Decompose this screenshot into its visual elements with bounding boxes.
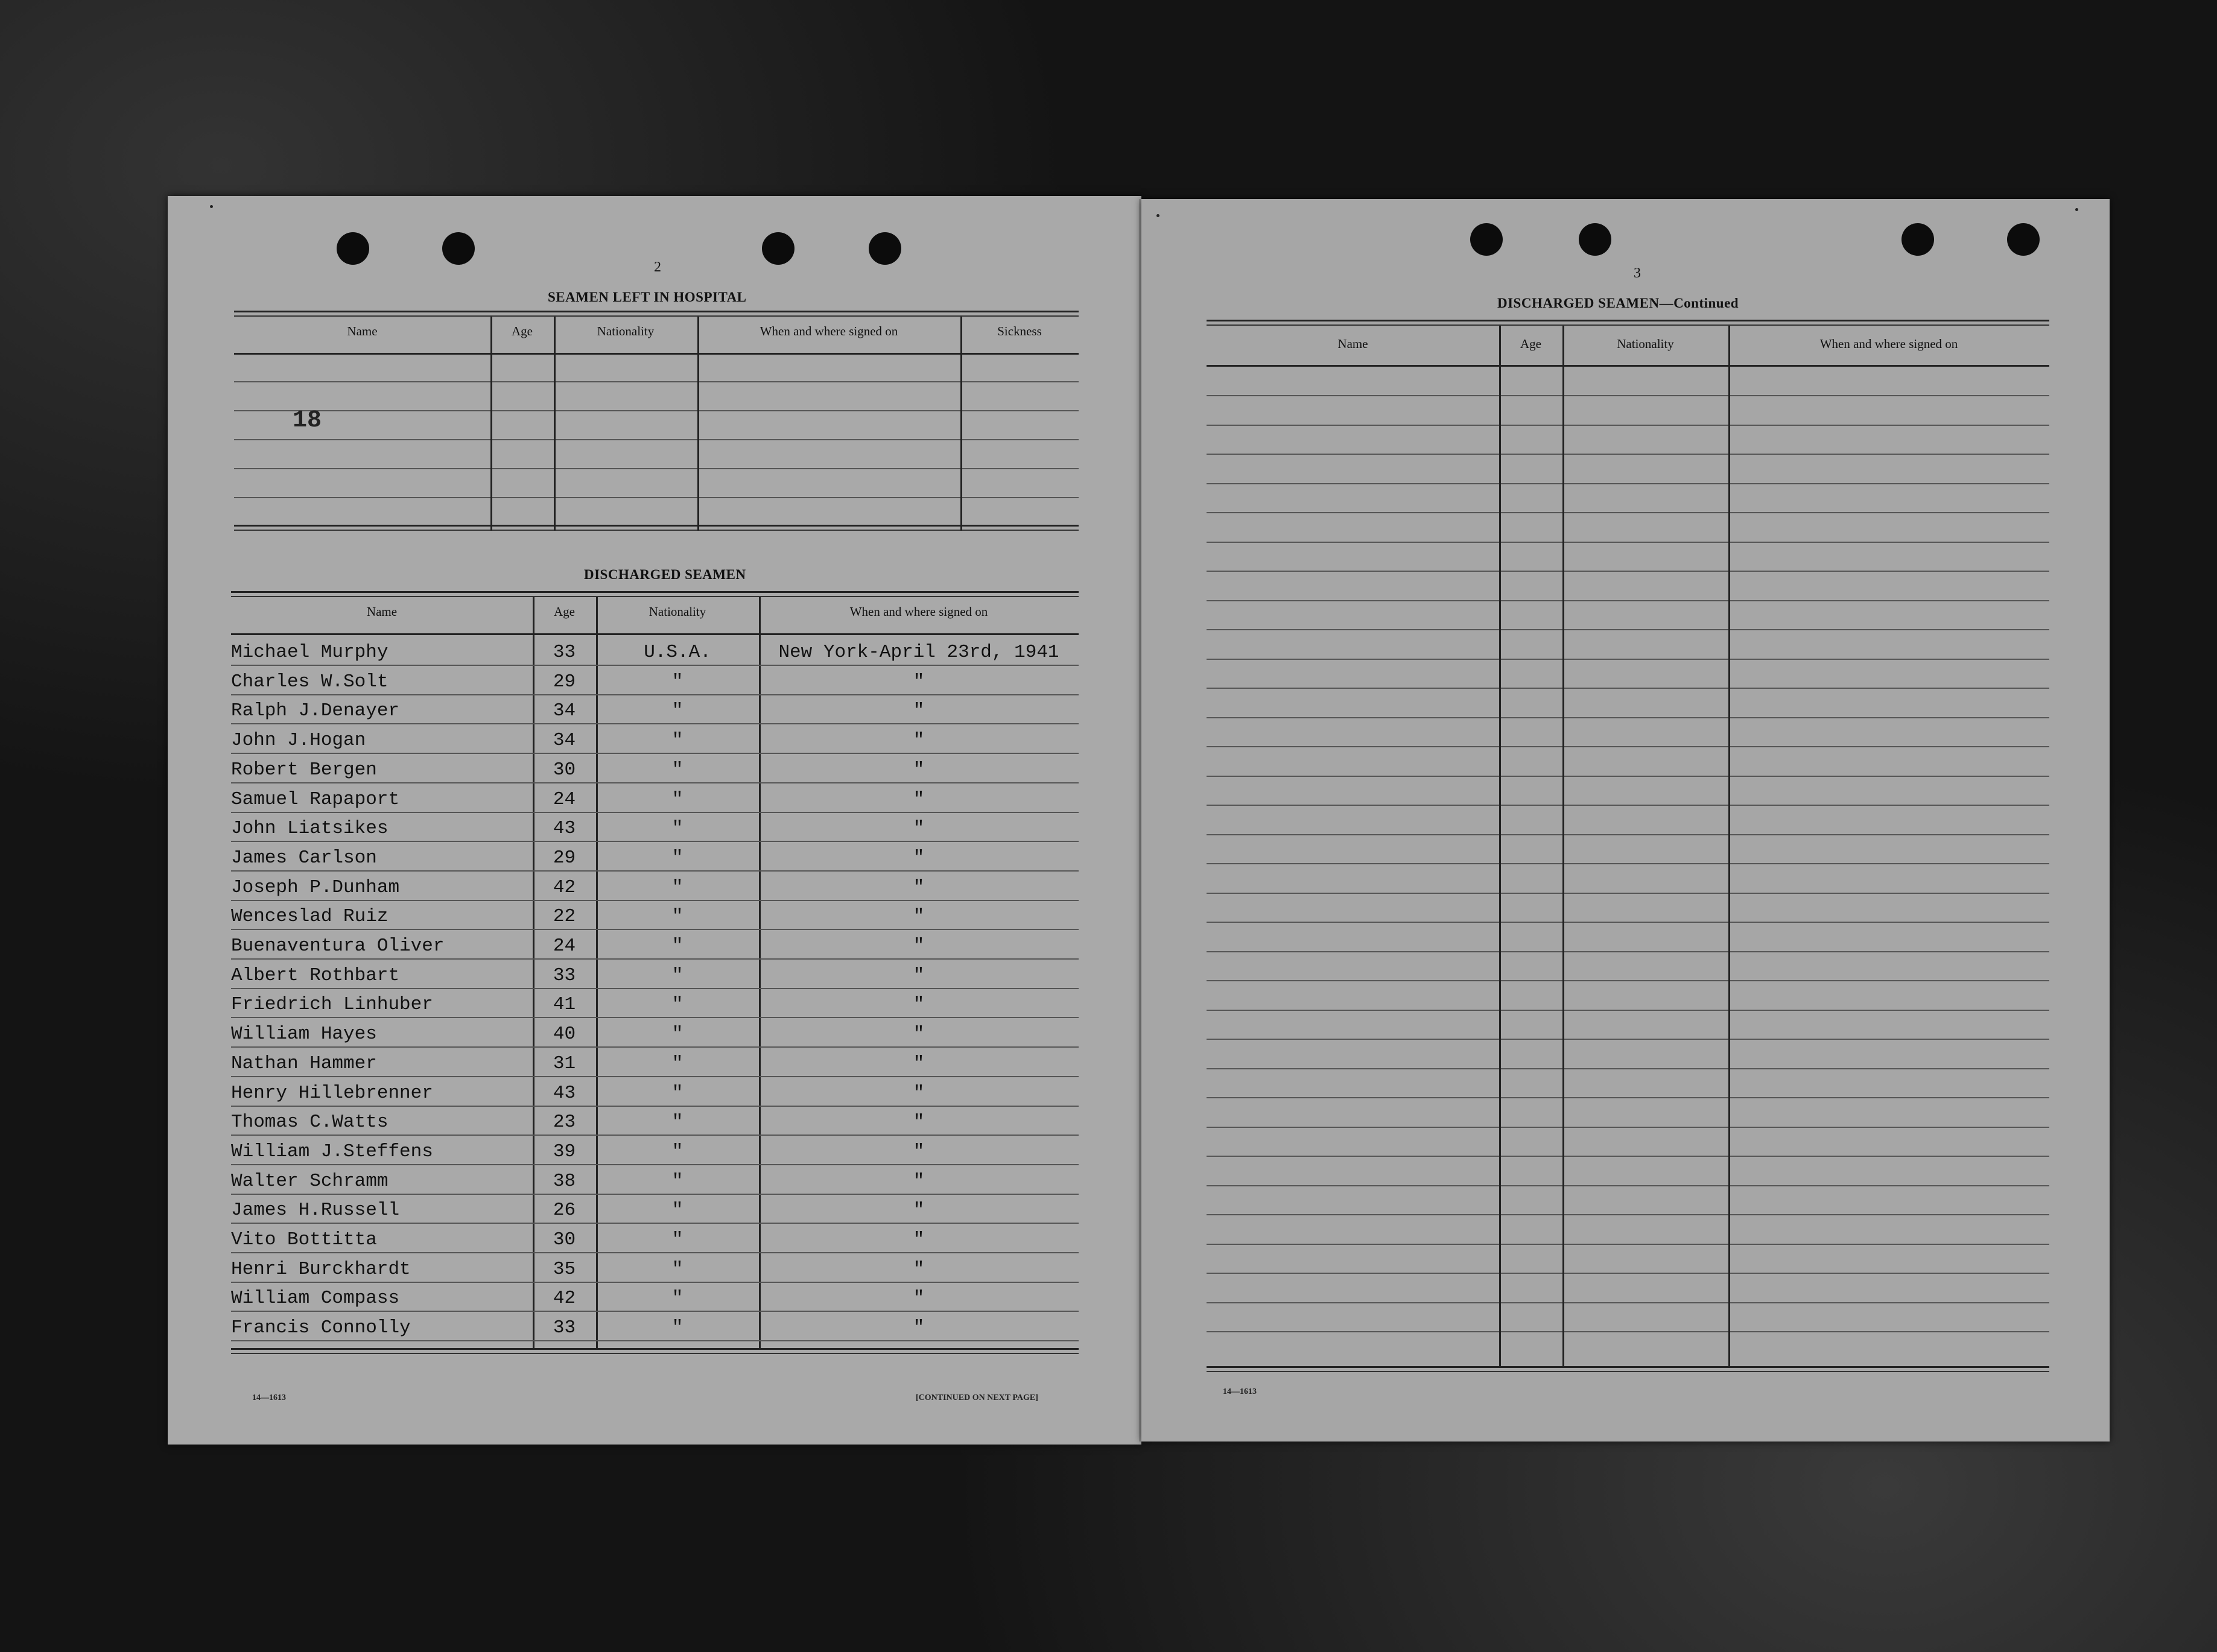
table-row	[231, 1079, 1079, 1108]
seaman-nationality: "	[671, 1082, 683, 1104]
row-rule	[231, 753, 1079, 754]
seaman-nationality: "	[671, 1024, 683, 1045]
seaman-age: 42	[553, 876, 576, 898]
col-header-age: Age	[554, 604, 575, 619]
table-row	[231, 726, 1079, 755]
row-rule	[1207, 512, 2049, 513]
table-row	[231, 785, 1079, 814]
seaman-signed-on: "	[913, 935, 925, 957]
right-page	[1141, 199, 2110, 1442]
row-rule	[231, 665, 1079, 666]
punch-hole	[1901, 223, 1934, 256]
seaman-name: Michael Murphy	[231, 642, 389, 663]
col-header-name: Name	[347, 324, 378, 338]
row-rule	[1207, 717, 2049, 718]
table-row	[231, 1020, 1079, 1049]
seaman-nationality: "	[671, 935, 683, 957]
seaman-signed-on: "	[913, 876, 925, 898]
seaman-name: William Compass	[231, 1288, 400, 1309]
seaman-name: James H.Russell	[231, 1200, 400, 1221]
seaman-signed-on: "	[913, 788, 925, 810]
handwritten-mark: 18	[293, 407, 322, 434]
seaman-age: 29	[553, 671, 576, 692]
seaman-age: 23	[553, 1112, 576, 1133]
row-rule	[1207, 688, 2049, 689]
seaman-name: Henry Hillebrenner	[231, 1082, 433, 1104]
continued-note: [CONTINUED ON NEXT PAGE]	[916, 1393, 1038, 1402]
row-rule	[231, 1340, 1079, 1341]
seaman-age: 31	[553, 1052, 576, 1074]
col-header-signed-on: When and where signed on	[760, 324, 898, 338]
seaman-nationality: "	[671, 1317, 683, 1339]
seaman-signed-on: "	[913, 1170, 925, 1192]
seaman-nationality: "	[671, 906, 683, 928]
row-rule	[1207, 1302, 2049, 1303]
row-rule	[1207, 1273, 2049, 1274]
seaman-age: 29	[553, 847, 576, 869]
seaman-nationality: "	[671, 1288, 683, 1309]
row-rule	[231, 1223, 1079, 1224]
seaman-nationality: "	[671, 1229, 683, 1250]
punch-hole	[2007, 223, 2040, 256]
table-row	[231, 961, 1079, 990]
seaman-age: 30	[553, 759, 576, 780]
row-rule	[1207, 776, 2049, 777]
row-rule	[231, 1017, 1079, 1018]
seaman-age: 39	[553, 1141, 576, 1162]
punch-hole	[762, 232, 795, 265]
table-row	[231, 1138, 1079, 1166]
table-row	[231, 814, 1079, 843]
seaman-nationality: "	[671, 700, 683, 722]
seaman-name: Buenaventura Oliver	[231, 935, 445, 957]
seaman-name: Joseph P.Dunham	[231, 876, 400, 898]
seaman-name: Vito Bottitta	[231, 1229, 377, 1250]
seaman-signed-on: New York-April 23rd, 1941	[778, 642, 1059, 663]
seaman-signed-on: "	[913, 994, 925, 1016]
page-number: 2	[654, 259, 661, 275]
seaman-nationality: U.S.A.	[644, 642, 711, 663]
table-row	[231, 1108, 1079, 1137]
seaman-age: 24	[553, 935, 576, 957]
row-rule	[231, 782, 1079, 783]
seaman-signed-on: "	[913, 964, 925, 986]
seaman-signed-on: "	[913, 1229, 925, 1250]
row-rule	[1207, 425, 2049, 426]
row-rule	[1207, 659, 2049, 660]
row-rule	[1207, 542, 2049, 543]
row-rule	[1207, 863, 2049, 864]
row-rule	[1207, 746, 2049, 747]
table-row	[231, 1284, 1079, 1313]
row-rule	[231, 958, 1079, 960]
row-rule	[231, 870, 1079, 872]
seaman-age: 24	[553, 788, 576, 810]
table-row	[231, 756, 1079, 785]
seaman-name: Walter Schramm	[231, 1170, 389, 1192]
seaman-nationality: "	[671, 876, 683, 898]
row-rule	[1207, 1185, 2049, 1186]
seaman-age: 41	[553, 994, 576, 1016]
row-rule	[1207, 922, 2049, 923]
row-rule	[231, 929, 1079, 930]
col-header-signed-on: When and where signed on	[849, 604, 988, 619]
seaman-age: 33	[553, 1317, 576, 1339]
seaman-signed-on: "	[913, 1200, 925, 1221]
punch-hole	[442, 232, 475, 265]
row-rule	[1207, 483, 2049, 484]
seaman-nationality: "	[671, 1112, 683, 1133]
table-row	[231, 873, 1079, 902]
punch-hole	[1579, 223, 1611, 256]
seaman-age: 34	[553, 700, 576, 722]
seaman-signed-on: "	[913, 906, 925, 928]
table-row	[231, 1196, 1079, 1225]
row-rule	[231, 1252, 1079, 1253]
seaman-nationality: "	[671, 759, 683, 780]
seaman-name: Francis Connolly	[231, 1317, 411, 1339]
table-row	[231, 932, 1079, 961]
row-rule	[1207, 1331, 2049, 1332]
col-header-nationality: Nationality	[649, 604, 706, 619]
form-number: 14—1613	[252, 1393, 286, 1402]
table-row	[231, 844, 1079, 873]
hospital-table	[234, 311, 1079, 546]
table-row	[231, 668, 1079, 697]
seaman-nationality: "	[671, 1052, 683, 1074]
row-rule	[231, 900, 1079, 901]
seaman-age: 30	[553, 1229, 576, 1250]
seaman-name: William J.Steffens	[231, 1141, 433, 1162]
row-rule	[1207, 1244, 2049, 1245]
seaman-name: Samuel Rapaport	[231, 788, 400, 810]
col-header-name: Name	[1337, 337, 1368, 351]
col-header-signed-on: When and where signed on	[1819, 337, 1958, 351]
paper-speck	[2075, 208, 2078, 211]
col-header-nationality: Nationality	[1617, 337, 1674, 351]
seaman-age: 33	[553, 964, 576, 986]
row-rule	[231, 1164, 1079, 1165]
row-rule	[1207, 893, 2049, 894]
row-rule	[231, 841, 1079, 842]
seaman-signed-on: "	[913, 1082, 925, 1104]
seaman-signed-on: "	[913, 700, 925, 722]
row-rule	[231, 812, 1079, 813]
seaman-age: 26	[553, 1200, 576, 1221]
punch-hole	[869, 232, 901, 265]
seaman-signed-on: "	[913, 1258, 925, 1280]
seaman-nationality: "	[671, 788, 683, 810]
seaman-signed-on: "	[913, 1024, 925, 1045]
row-rule	[231, 694, 1079, 695]
seaman-signed-on: "	[913, 671, 925, 692]
seaman-name: Robert Bergen	[231, 759, 377, 780]
seaman-nationality: "	[671, 1258, 683, 1280]
col-header-nationality: Nationality	[597, 324, 655, 338]
seaman-name: Friedrich Linhuber	[231, 994, 433, 1016]
table-row	[231, 1167, 1079, 1196]
seaman-name: Henri Burckhardt	[231, 1258, 411, 1280]
row-rule	[231, 1076, 1079, 1077]
punch-hole	[337, 232, 369, 265]
table-row	[231, 1226, 1079, 1255]
left-page	[168, 196, 1141, 1445]
row-rule	[1207, 1039, 2049, 1040]
paper-speck	[210, 205, 213, 208]
row-rule	[231, 988, 1079, 989]
seaman-signed-on: "	[913, 1052, 925, 1074]
row-rule	[1207, 1068, 2049, 1069]
row-rule	[231, 1194, 1079, 1195]
row-rule	[1207, 951, 2049, 952]
seaman-signed-on: "	[913, 818, 925, 840]
seaman-age: 38	[553, 1170, 576, 1192]
seaman-name: Albert Rothbart	[231, 964, 400, 986]
table-row	[231, 697, 1079, 726]
seaman-nationality: "	[671, 1170, 683, 1192]
seaman-signed-on: "	[913, 1317, 925, 1339]
discharged-continued-table	[1207, 320, 2049, 1381]
seaman-name: Ralph J.Denayer	[231, 700, 400, 722]
col-header-sickness: Sickness	[997, 324, 1042, 338]
row-rule	[1207, 629, 2049, 630]
seaman-name: Charles W.Solt	[231, 671, 389, 692]
seaman-nationality: "	[671, 847, 683, 869]
seaman-age: 35	[553, 1258, 576, 1280]
row-rule	[1207, 600, 2049, 601]
col-header-age: Age	[1520, 337, 1541, 351]
seaman-nationality: "	[671, 671, 683, 692]
seaman-nationality: "	[671, 1141, 683, 1162]
seaman-signed-on: "	[913, 759, 925, 780]
seaman-nationality: "	[671, 1200, 683, 1221]
row-rule	[1207, 1214, 2049, 1215]
page-number: 3	[1634, 265, 1641, 281]
row-rule	[1207, 571, 2049, 572]
row-rule	[231, 1135, 1079, 1136]
row-rule	[1207, 1127, 2049, 1128]
row-rule	[231, 1046, 1079, 1048]
punch-hole	[1470, 223, 1503, 256]
seaman-age: 42	[553, 1288, 576, 1309]
seaman-age: 40	[553, 1024, 576, 1045]
col-header-age: Age	[512, 324, 533, 338]
table-row	[231, 638, 1079, 667]
row-rule	[1207, 1156, 2049, 1157]
discharged-section-title: DISCHARGED SEAMEN	[584, 567, 746, 582]
seaman-nationality: "	[671, 994, 683, 1016]
row-rule	[231, 1282, 1079, 1283]
table-row	[231, 1049, 1079, 1078]
row-rule	[1207, 1010, 2049, 1011]
seaman-name: Thomas C.Watts	[231, 1112, 389, 1133]
seaman-signed-on: "	[913, 1112, 925, 1133]
col-header-name: Name	[366, 604, 398, 619]
seaman-nationality: "	[671, 730, 683, 752]
seaman-age: 43	[553, 818, 576, 840]
row-rule	[1207, 980, 2049, 981]
row-rule	[1207, 805, 2049, 806]
row-rule	[231, 1106, 1079, 1107]
seaman-name: William Hayes	[231, 1024, 377, 1045]
row-rule	[1207, 1097, 2049, 1098]
table-row	[231, 990, 1079, 1019]
row-rule	[1207, 395, 2049, 396]
seaman-name: Nathan Hammer	[231, 1052, 377, 1074]
row-rule	[1207, 834, 2049, 835]
seaman-signed-on: "	[913, 1141, 925, 1162]
seaman-name: James Carlson	[231, 847, 377, 869]
seaman-age: 22	[553, 906, 576, 928]
row-rule	[231, 1311, 1079, 1312]
seaman-age: 43	[553, 1082, 576, 1104]
table-row	[231, 1255, 1079, 1284]
table-row	[231, 1314, 1079, 1343]
row-rule	[231, 723, 1079, 724]
seaman-nationality: "	[671, 964, 683, 986]
discharged-table	[231, 591, 1079, 1366]
seaman-nationality: "	[671, 818, 683, 840]
paper-speck	[1156, 214, 1159, 217]
seaman-name: John Liatsikes	[231, 818, 389, 840]
seaman-name: John J.Hogan	[231, 730, 366, 752]
discharged-continued-title: DISCHARGED SEAMEN—Continued	[1497, 296, 1739, 311]
seaman-signed-on: "	[913, 730, 925, 752]
seaman-age: 34	[553, 730, 576, 752]
seaman-signed-on: "	[913, 847, 925, 869]
row-rule	[1207, 454, 2049, 455]
seaman-age: 33	[553, 642, 576, 663]
table-row	[231, 902, 1079, 931]
seaman-name: Wenceslad Ruiz	[231, 906, 389, 928]
hospital-section-title: SEAMEN LEFT IN HOSPITAL	[548, 290, 747, 305]
seaman-signed-on: "	[913, 1288, 925, 1309]
form-number: 14—1613	[1223, 1387, 1257, 1396]
